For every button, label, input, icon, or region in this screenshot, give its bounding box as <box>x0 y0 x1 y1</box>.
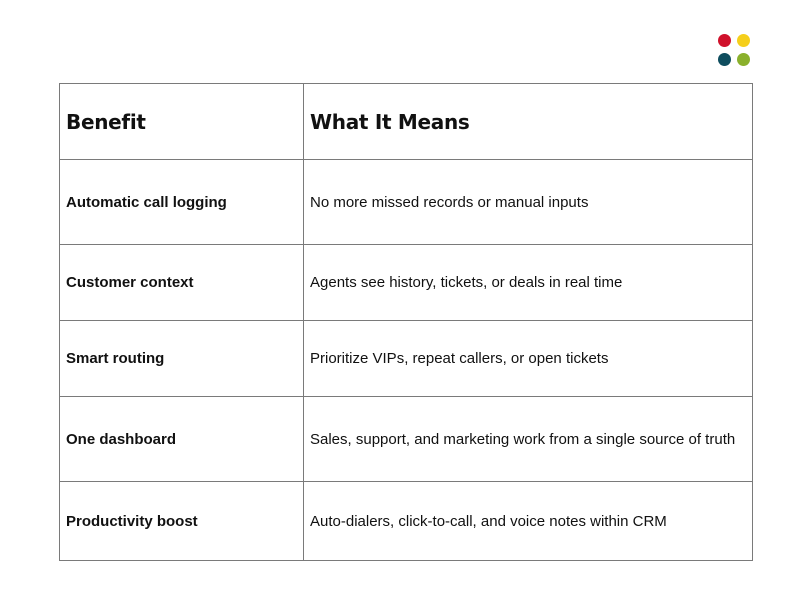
table-row <box>60 160 753 245</box>
meaning-cell: Sales, support, and marketing work from a single source of truth <box>304 397 753 482</box>
table-header-row <box>60 84 753 160</box>
logo-dot-red <box>718 34 731 47</box>
table-row <box>60 482 753 561</box>
benefit-cell: Automatic call logging <box>60 160 304 245</box>
meaning-cell: No more missed records or manual inputs <box>304 160 753 245</box>
logo-dot-teal <box>718 53 731 66</box>
benefit-cell: Smart routing <box>60 321 304 397</box>
header-benefit: Benefit <box>60 84 304 160</box>
brand-logo <box>718 34 752 68</box>
benefit-cell: One dashboard <box>60 397 304 482</box>
benefit-cell: Productivity boost <box>60 482 304 561</box>
meaning-cell: Agents see history, tickets, or deals in real time <box>304 245 753 321</box>
meaning-cell: Auto-dialers, click-to-call, and voice notes within CRM <box>304 482 753 561</box>
table-row <box>60 245 753 321</box>
meaning-cell: Prioritize VIPs, repeat callers, or open tickets <box>304 321 753 397</box>
benefits-table <box>59 83 753 561</box>
table-row <box>60 397 753 482</box>
benefit-cell: Customer context <box>60 245 304 321</box>
logo-dot-green <box>737 53 750 66</box>
logo-dot-yellow <box>737 34 750 47</box>
header-what-it-means: What It Means <box>304 84 753 160</box>
table-row <box>60 321 753 397</box>
